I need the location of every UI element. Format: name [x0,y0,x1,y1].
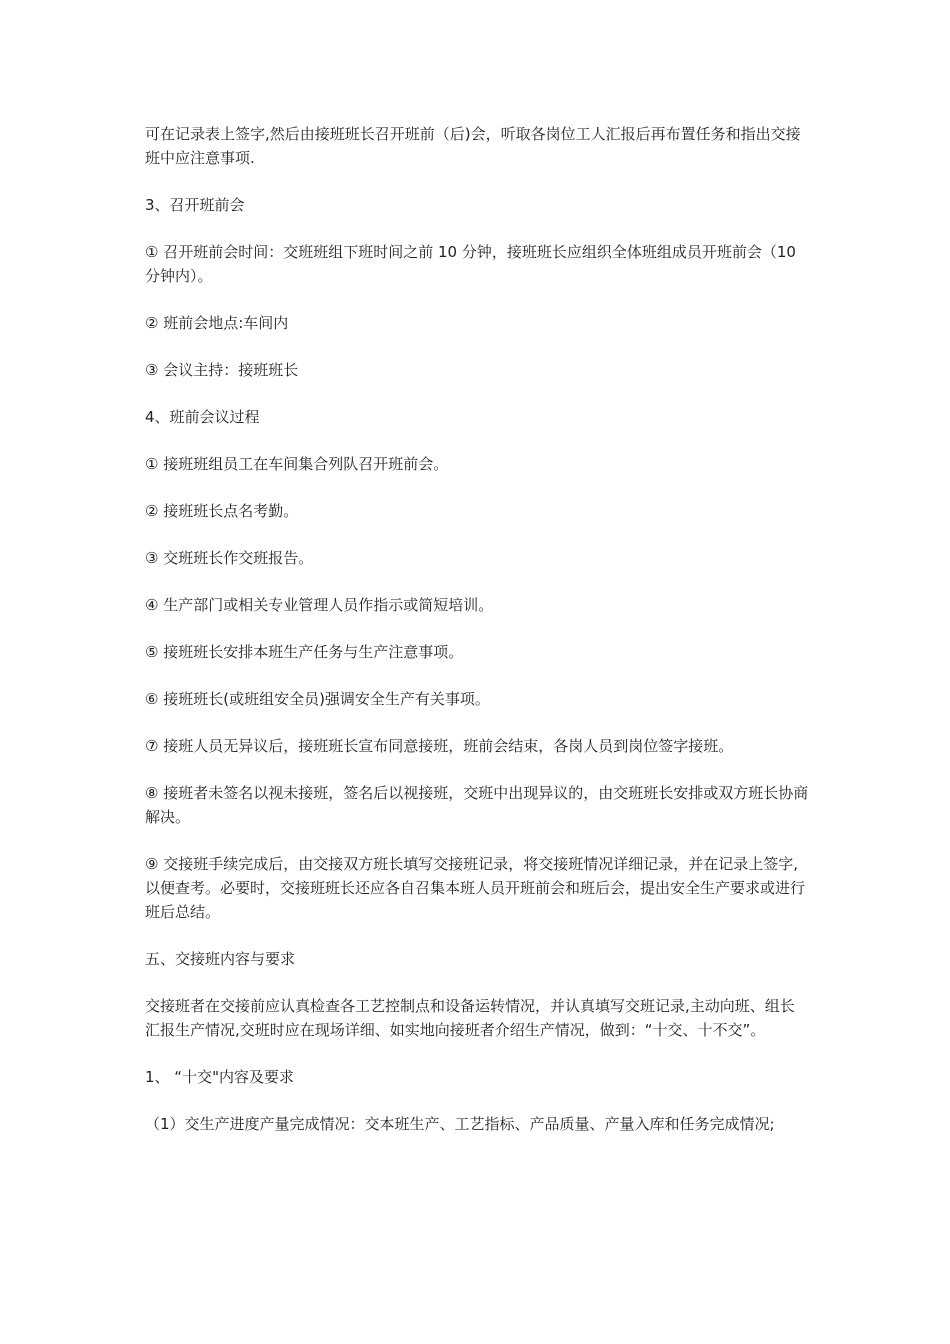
list-item: ⑤ 接班班长安排本班生产任务与生产注意事项。 [145,643,464,661]
list-item: ⑧ 接班者未签名以视未接班，签名后以视接班，交班中出现异议的，由交班班长安排或双方班长协商解决。 [145,784,809,826]
list-item: ① 召开班前会时间：交班班组下班时间之前 10 分钟，接班班长应组织全体班组成员开班前会（10 分钟内）。 [145,243,796,285]
list-item: ③ 会议主持：接班班长 [145,361,299,379]
list-item: ③ 交班班长作交班报告。 [145,549,314,567]
heading-section-3: 3、召开班前会 [145,196,245,214]
list-item: （1）交生产进度产量完成情况：交本班生产、工艺指标、产品质量、产量入库和任务完成情况; [145,1115,775,1133]
document-body [145,122,809,1159]
heading-section-five: 五、交接班内容与要求 [145,950,296,968]
paragraph-body: 交接班者在交接前应认真检查各工艺控制点和设备运转情况，并认真填写交班记录,主动向班、组长汇报生产情况,交班时应在现场详细、如实地向接班者介绍生产情况，做到：“十交、十不交”。 [145,997,795,1039]
list-item: ⑨ 交接班手续完成后，由交接双方班长填写交接班记录，将交接班情况详细记录，并在记录上签字,以便查考。必要时，交接班班长还应各自召集本班人员开班前会和班后会，提出安全生产要求或进行班后总结。 [145,855,806,921]
list-item: ② 接班班长点名考勤。 [145,502,299,520]
paragraph-intro-continued: 可在记录表上签字,然后由接班班长召开班前（后)会，听取各岗位工人汇报后再布置任务和指出交接班中应注意事项. [145,125,801,167]
list-item: ② 班前会地点:车间内 [145,314,289,332]
list-item: ⑥ 接班班长(或班组安全员)强调安全生产有关事项。 [145,690,490,708]
list-item: ⑦ 接班人员无异议后，接班班长宣布同意接班，班前会结束，各岗人员到岗位签字接班。 [145,737,734,755]
list-item: ④ 生产部门或相关专业管理人员作指示或简短培训。 [145,596,494,614]
heading-section-4: 4、班前会议过程 [145,408,260,426]
list-item: ① 接班班组员工在车间集合列队召开班前会。 [145,455,449,473]
heading-subsection-1: 1、 “十交"内容及要求 [145,1068,294,1086]
